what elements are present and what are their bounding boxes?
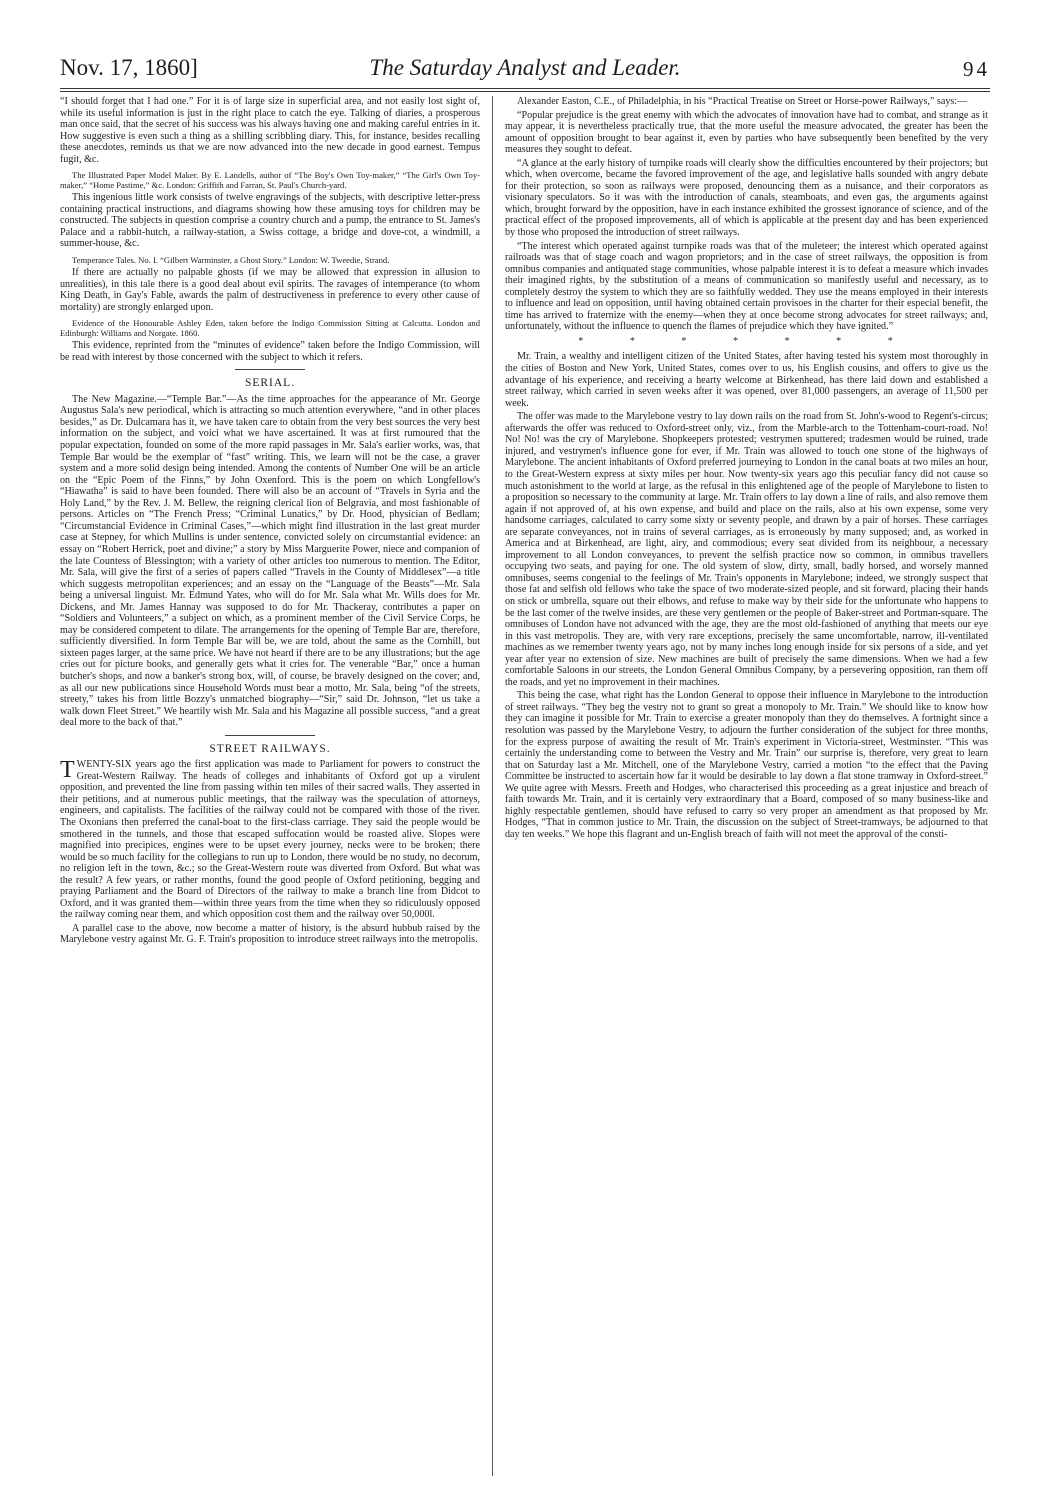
serial-heading: SERIAL. (244, 377, 296, 390)
quote-paragraph: “The interest which operated against turnpike roads was that of the muleteer; the interest which operated against railroads was that of stage coach and wagon proprietors; and in the case of street railways, the opposition is from omnibus companies and antiquated stage communities, whose palpable interest it is to defeat a measure which invades their imagined rights, by the substitution of a means of communication so manifestly useful and necessary, as to completely destroy the system to which they are so faithfully wedded. They use the means employed in their interests to influence and lead on opposition, until having obtained certain provisoes in the charter for their especial benefit, the time has arrived to fraternize with the enemy—when they at once become strong advocates for street railways; and, unfortunately, without the influence to quench the flames of prejudice which they have ignited.” (505, 240, 988, 333)
quote-paragraph: “Popular prejudice is the great enemy with which the advocates of innovation have had to combat, and strange as it may appear, it is nevertheless practically true, that the more useful the measure advocated, the greater has been the amount of opposition brought to bear against it, even by parties who have subsequently been benefited by the very measures they sought to defeat. (505, 109, 988, 156)
easton-intro: Alexander Easton, C.E., of Philadelphia, in his “Practical Treatise on Street or Horse-power Railways,” says:— (517, 96, 968, 107)
street-railways-paragraph (60, 759, 480, 921)
review-citation-paper-model-maker: The Illustrated Paper Model Maker. By E. Landells, author of “The Boy's Own Toy-maker,” “The Girl's Own Toy-maker,” “Home Pastime,” &c. London: Griffith and Farran, St. Paul's Church-yard. (60, 170, 480, 191)
review-citation-indigo-commission: Evidence of the Honourable Ashley Eden, taken before the Indigo Commission Sitting at Calcutta. London and Edinburgh: Williams and Norgate. 1860. (60, 318, 480, 339)
paper-model-maker-review: This ingenious little work consists of twelve engravings of the subjects, with descriptive letter-press containing practical instructions, and diagrams showing how these amusing toys for children may be constructed. The subjects in question comprise a country church and a pump, the entrance to St. James's Palace and a rabbit-hutch, a railway-station, a Swiss cottage, a bridge and dove-cot, a windmill, a summer-house, &c. (60, 192, 480, 250)
review-citation-temperance-tales: Temperance Tales. No. I. “Gilbert Warminster, a Ghost Story.” London: W. Tweedie, Strand. (72, 255, 390, 266)
publication-title: The Saturday Analyst and Leader. (369, 55, 681, 80)
marylebone-offer-paragraph: The offer was made to the Marylebone vestry to lay down rails on the road from St. John's-wood to Regent's-circus; afterwards the offer was reduced to Oxford-street only, viz., from the Marble-arch to the Tottenham-court-road. No! No! No! was the cry of Marylebone. Shopkeepers protested; vestrymen sputtered; tradesmen would be ruined, trade injured, and vestrymen's influence gone for ever, if Mr. Train was allowed to touch one stone of the highways of Marylebone. The ancient inhabitants of Oxford preferred journeying to London in the canal boats at two miles an hour, to the Great-Western express at sixty miles per hour. Now twenty-six years ago this peculiar fancy did not cause so much astonishment to the world at large, as the refusal in this enlightened age of the people of Marylebone to listen to a proposition so necessary to the community at large. Mr. Train offers to lay down a line of rails, and also remove them again if not approved of, at his own expense, and build and place on the rails, also at his own expense, some very handsome carriages, calculated to carry some sixty or seventy people, and drawn by a pair of horses. These carriages are separate conveyances, not in trains of several carriages, as is erroneously by many supposed; and, as worked in America and at Birkenhead, are light, airy, and commodious; every seat divided from its neighbour, a necessary improvement to all London conveyances, to prevent the selfish practice now so common, in omnibus travellers occupying two seats, and paying for one. The old system of slow, dirty, small, badly horsed, and worsely manned omnibuses, seems congenial to the feelings of Mr. Train's opponents in Marylebone; indeed, we strongly suspect that those fat and selfish old fellows who take the space of two moderate-sized people, and sit forward, placing their hands on stick or umbrella, square out their elbows, and refuse to make way by their side for the unfortunate who happens to be the last comer of the twelve insides, are these very gentlemen or the people of Baker-street and Portman-square. The omnibuses of London have not advanced with the age, they are the most old-fashioned of anything that meets our eye in this vast metropolis. They are, with very rare exceptions, precisely the same uncomfortable, narrow, ill-ventilated machines as we remember twenty years ago, not by many inches long enough inside for six persons of a side, and yet year after year no extension of size. New machines are built of precisely the same dimensions. When we had a few comfortable Saloons in our streets, the London General Omnibus Company, by a persevering opposition, ran them off the roads, and yet no improvement in their machines. (505, 411, 988, 688)
temperance-tales-review: If there are actually no palpable ghosts (if we may be allowed that expression in allusion to unrealities), in this tale there is a good deal about evil spirits. The ravages of intemperance (to whom King Death, in Gay's Fable, awards the palm of destructiveness in preference to every other cause of mortality) are strongly enlarged upon. (60, 267, 480, 313)
page-number: 94 (963, 57, 990, 81)
left-column (60, 96, 480, 948)
indigo-commission-review: This evidence, reprinted from the “minutes of evidence” taken before the Indigo Commission, will be read with interest by those concerned with the subject to which it refers. (60, 340, 480, 363)
masthead (60, 55, 990, 91)
parallel-case-paragraph: A parallel case to the above, now become a matter of history, is the absurd hubbub raised by the Marylebone vestry against Mr. G. F. Train's proposition to introduce street railways into the metropolis. (60, 922, 480, 946)
issue-date: Nov. 17, 1860] (60, 55, 198, 80)
easton-quotation (505, 110, 988, 333)
train-paragraph: Mr. Train, a wealthy and intelligent citizen of the United States, after having tested his system most thoroughly in the cities of Boston and New York, United States, comes over to us, his English cousins, and offers to give us the advantage of his experience, and receiving a hearty welcome at Birkenhead, has there laid down and established a street railway, which carried in seven weeks after it was opened, over 81,000 passengers, an average of 11,500 per week. (505, 351, 988, 409)
header-rule (60, 88, 990, 89)
serial-article: The New Magazine.—“Temple Bar.”—As the time approaches for the appearance of Mr. George Augustus Sala's new periodical, which is attracting so much attention everywhere, “and in other places besides,” as Dr. Dulcamara has it, we have taken care to obtain from the very best sources the very best information on the subject, and voici what we have ascertained. It was at first rumoured that the popular expectation, founded on some of the more rapid passages in Mr. Sala's earlier works, was, that Temple Bar would be the exemplar of “fast” writing. This, we learn will not be the case, a graver system and a more solid design being intended. Among the contents of Number One will be an article on the “Epic Poem of the Finns,” by John Oxenford. This is the poem on which Longfellow's “Hiawatha” is said to have been founded. There will also be an account of “Travels in Syria and the Holy Land,” by the Rev. J. M. Bellew, the reigning clerical lion of Belgravia, and most fashionable of persons. Articles on “The French Press; “Criminal Lunatics,” by Dr. Hood, physician of Bedlam; “Circumstancial Evidence in Criminal Cases,”—which might find illustration in the last great murder case at Stepney, for which Mullins is under sentence, convicted solely on circumstantial evidence: an essay on “Robert Herrick, poet and divine;” a story by Miss Marguerite Power, niece and companion of the late Countess of Blessington; with a variety of other articles too numerous to mention. The Editor, Mr. Sala, will give the first of a series of papers called “Travels in the County of Middlesex”—a title which suggests metropolitan experiences; and an essay on the “Language of the Beasts”—Mr. Sala being a universal linguist. Mr. Edmund Yates, who will do for Mr. Sala what Mr. Wills does for Mr. Dickens, and Mr. James Hannay was supposed to do for Mr. Thackeray, contributes a paper on “Soldiers and Volunteers,” a subject on which, as a prominent member of the Civil Service Corps, he may be considered competent to dilate. The arrangements for the opening of Temple Bar are, therefore, sufficiently diversified. In form Temple Bar will be, we are told, about the same as the Cornhill, but sixteen pages larger, at the same price. We have not heard if there are to be any illustrations; but the age cries out for picture books, and generally gets what it cries for. The venerable “Bar,” once a human butcher's shops, and now a banker's strong box, will, of course, be bravely designed on the cover; and, as all our new publications since Household Words must bear a motto, Mr. Sala, being “of the streets, streety,” takes his from little Bozzy's unmatched biography—“Sir,” said Dr. Johnson, “let us take a walk down Fleet Street.” We heartily wish Mr. Sala and his Magazine all possible success, “and a great deal more to the back of that.” (60, 393, 480, 729)
street-railways-heading: STREET RAILWAYS. (209, 742, 331, 755)
diary-paragraph-end: “I should forget that I had one.” For it is of large size in superficial area, and not easily lost sight of, while its useful information is just in the right place to catch the eye. Talking of diaries, a prosperous man once said, that the secret of his success was his always having one and making careful entries in it. How suggestive is even such a thing as a shilling scribbling diary. This, for instance, besides recalling these anecdotes, reminds us that we are now advanced into the new decade in good earnest. Tempus fugit, &c. (60, 96, 480, 165)
section-separator (225, 735, 315, 736)
street-railways-text: WENTY-SIX years ago the first application was made to Parliament for powers to construct the Great-Western Railway. The heads of colleges and inhabitants of Oxford got up a virulent opposition, and prevented the line from passing within ten miles of their sacred walls. They asserted in their petitions, and at numerous public meetings, that the railway was the speculation of attorneys, engineers, and capitalists. The facilities of the railway could not be compared with those of the river. The Oxonians then preferred the canal-boat to the first-class carriage. They said the people would be smothered in the tunnels, and those that escaped suffocation would be roasted alive. Slopes were magnified into precipices, engines were to be upset every journey, necks were to be broken; there would be so much facility for the collegians to run up to London, there would be no study, no decorum, no religion left in the town, &c.; so the Great-Western route was diverted from Oxford. But what was the result? A few years, or rather months, found the good people of Oxford petitioning, begging and praying Parliament and the Board of Directors of the railway to make a branch line from Didcot to Oxford, and it was granted them—within three years from the time when they so ridiculously opposed the railway coming near them, and which opposition cost them and the railway over 50,000l. (60, 759, 480, 921)
drop-cap: T (60, 757, 75, 784)
section-separator (235, 369, 305, 370)
quote-paragraph: “A glance at the early history of turnpike roads will clearly show the difficulties encountered by their projectors; but which, when overcome, became the favored improvement of the age, and legislative halls sounded with angry debate for their protection, so soon as railways were proposed, denouncing them as a nuisance, and their corporators as visionary speculators. So it was with the introduction of canals, steamboats, and even gas, the arguments against which, brought forward by the opposition, have in each instance exhibited the grossest ignorance of science, and of the practical effect of the proposed improvements, all of which is applicable at the present day and has been experienced by those who proposed the introduction of street railways. (505, 157, 988, 239)
column-divider (492, 96, 493, 1476)
london-general-paragraph: This being the case, what right has the London General to oppose their influence in Marylebone to the introduction of street railways. “They beg the vestry not to grant so great a monopoly to Mr. Train.” We should like to know how they can imagine it possible for Mr. Train to exercise a greater monopoly than they do themselves. A fortnight since a resolution was passed by the Marylebone Vestry, to adjourn the further consideration of the subject for three months, for the express purpose of awaiting the result of Mr. Train's experiment in Victoria-street, Westminster. “This was certainly the understanding come to between the Vestry and Mr. Train” our surprise is, therefore, very great to learn that on Saturday last a Mr. Mitchell, one of the Marylebone Vestry, carried a motion “to the effect that the Paving Committee be instructed to ascertain how far it would be desirable to lay down a flat stone tramway in Oxford-street.” We quite agree with Messrs. Freeth and Hodges, who characterised this proceeding as a great injustice and breach of faith towards Mr. Train, and it is certainly very extraordinary that a Board, composed of so many business-like and highly respectable gentlemen, should have refused to carry so very proper an amendment as that proposed by Mr. Hodges, “That in common justice to Mr. Train, the discussion on the subject of Street-tramways, be adjourned to that day ten weeks.” We hope this flagrant and un-English breach of faith will not meet the approval of the consti- (505, 690, 988, 840)
header-rule-double (60, 91, 990, 92)
right-column (505, 96, 988, 842)
asterisk-separator: * * * * * * * (578, 335, 915, 347)
